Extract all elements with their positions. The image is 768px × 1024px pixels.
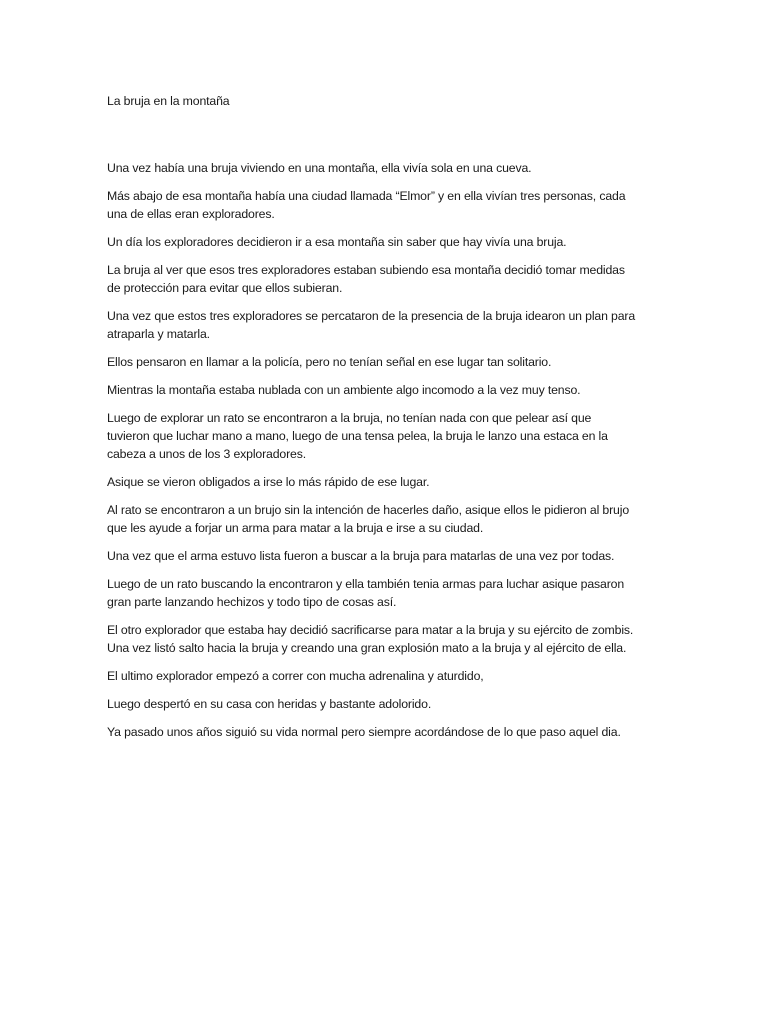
paragraph-line: La bruja al ver que esos tres exploradores estaban subiendo esa montaña decidió tomar medidas: [107, 263, 625, 277]
paragraph: [107, 261, 667, 297]
paragraph-line: Un día los exploradores decidieron ir a esa montaña sin saber que hay vivía una bruja.: [107, 235, 567, 249]
paragraph-line: Luego de explorar un rato se encontraron a la bruja, no tenían nada con que pelear así que: [107, 411, 592, 425]
paragraph: [107, 307, 667, 343]
paragraph-line: El ultimo explorador empezó a correr con mucha adrenalina y aturdido,: [107, 669, 484, 683]
paragraph-line: de protección para evitar que ellos subieran.: [107, 281, 343, 295]
paragraph-line: tuvieron que luchar mano a mano, luego de una tensa pelea, la bruja le lanzo una estaca en la: [107, 429, 608, 443]
paragraph: [107, 575, 667, 611]
paragraph: [107, 473, 667, 491]
paragraph-line: cabeza a unos de los 3 exploradores.: [107, 447, 306, 461]
paragraph-line: una de ellas eran exploradores.: [107, 207, 275, 221]
paragraph: [107, 159, 667, 177]
paragraph: [107, 409, 667, 463]
paragraph-line: Más abajo de esa montaña había una ciudad llamada “Elmor” y en ella vivían tres personas, cada: [107, 189, 626, 203]
paragraph-line: Luego despertó en su casa con heridas y bastante adolorido.: [107, 697, 432, 711]
paragraph-line: Ya pasado unos años siguió su vida normal pero siempre acordándose de lo que paso aquel dia.: [107, 725, 621, 739]
paragraph-line: atraparla y matarla.: [107, 327, 210, 341]
paragraph: [107, 667, 667, 685]
paragraph-line: gran parte lanzando hechizos y todo tipo de cosas así.: [107, 595, 397, 609]
paragraph: [107, 695, 667, 713]
paragraph: [107, 547, 667, 565]
paragraph-line: Asique se vieron obligados a irse lo más rápido de ese lugar.: [107, 475, 430, 489]
paragraph-line: Una vez había una bruja viviendo en una montaña, ella vivía sola en una cueva.: [107, 161, 532, 175]
paragraph-line: Una vez listó salto hacia la bruja y creando una gran explosión mato a la bruja y al ejército de ella.: [107, 641, 627, 655]
paragraph-line: Al rato se encontraron a un brujo sin la intención de hacerles daño, asique ellos le pidieron al brujo: [107, 503, 630, 517]
paragraph-line: que les ayude a forjar un arma para matar a la bruja e irse a su ciudad.: [107, 521, 484, 535]
paragraph: [107, 233, 667, 251]
paragraph-line: Ellos pensaron en llamar a la policía, pero no tenían señal en ese lugar tan solitario.: [107, 355, 552, 369]
paragraph: [107, 501, 667, 537]
document-title: La bruja en la montaña: [107, 94, 230, 108]
paragraph: [107, 723, 667, 741]
paragraph-line: Una vez que estos tres exploradores se percataron de la presencia de la bruja idearon un plan para: [107, 309, 636, 323]
paragraph: [107, 353, 667, 371]
document-body: [107, 92, 667, 751]
paragraph-line: Una vez que el arma estuvo lista fueron a buscar a la bruja para matarlas de una vez por todas.: [107, 549, 615, 563]
paragraph: [107, 621, 667, 657]
paragraph-line: El otro explorador que estaba hay decidió sacrificarse para matar a la bruja y su ejército de zombis.: [107, 623, 634, 637]
paragraph-line: Luego de un rato buscando la encontraron y ella también tenia armas para luchar asique pasaron: [107, 577, 625, 591]
paragraph-line: Mientras la montaña estaba nublada con un ambiente algo incomodo a la vez muy tenso.: [107, 383, 581, 397]
paragraph-list: [107, 159, 667, 741]
paragraph: [107, 381, 667, 399]
paragraph: [107, 187, 667, 223]
